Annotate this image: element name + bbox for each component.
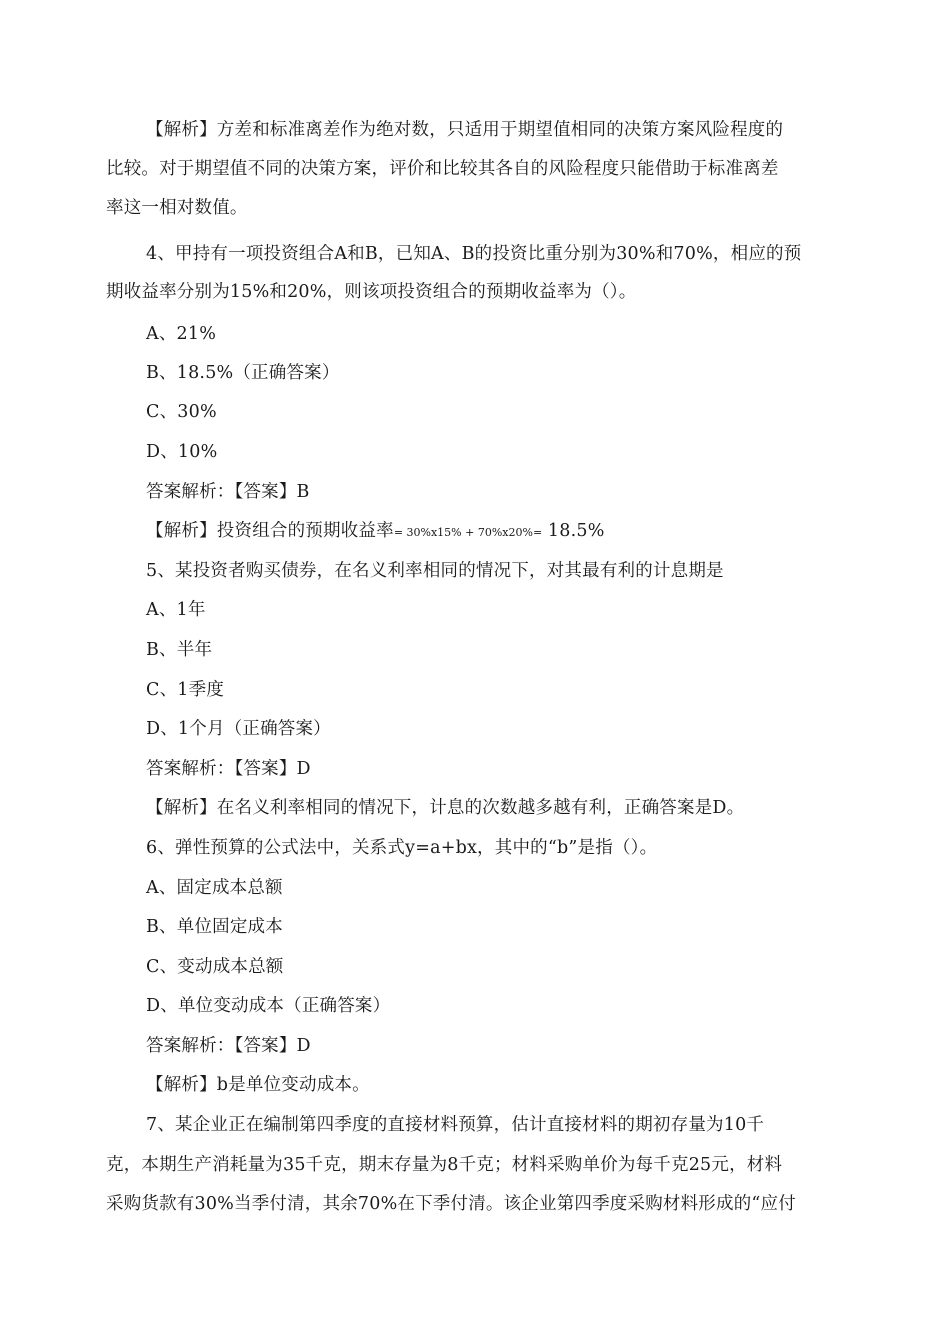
question-4-line-2: 期收益率分别为15%和20%，则该项投资组合的预期收益率为（）。 [106, 282, 637, 302]
option-b: B、单位固定成本 [146, 917, 283, 937]
option-c: C、30% [146, 402, 217, 422]
question-5: 5、某投资者购买债券，在名义利率相同的情况下，对其最有利的计息期是 [146, 561, 724, 581]
option-c: C、变动成本总额 [146, 957, 284, 977]
option-d: D、1个月（正确答案） [146, 719, 331, 739]
question-6: 6、弹性预算的公式法中，关系式y=a+bx，其中的“b”是指（）。 [146, 838, 658, 858]
question-7-line-1: 7、某企业正在编制第四季度的直接材料预算，估计直接材料的期初存量为10千 [146, 1115, 765, 1135]
answer-line: 答案解析：【答案】D [146, 759, 311, 779]
answer-line: 答案解析：【答案】D [146, 1036, 311, 1056]
option-b: B、18.5%（正确答案） [146, 363, 340, 383]
analysis-line [146, 519, 605, 545]
option-a: A、21% [146, 324, 217, 344]
option-d: D、10% [146, 442, 218, 462]
question-4-line-1: 4、甲持有一项投资组合A和B，已知A、B的投资比重分别为30%和70%，相应的预 [146, 244, 802, 264]
option-b: B、半年 [146, 640, 213, 660]
analysis-text: 【解析】投资组合的预期收益率 [146, 521, 394, 541]
option-c: C、1季度 [146, 680, 225, 700]
formula-result: 18.5% [542, 521, 605, 541]
analysis-paragraph-line-3: 率这一相对数值。 [106, 198, 248, 218]
answer-line: 答案解析：【答案】B [146, 482, 310, 502]
formula-small: = 30%x15% + 70%x20%= [393, 526, 543, 539]
option-a: A、1年 [146, 600, 206, 620]
option-d: D、单位变动成本（正确答案） [146, 996, 391, 1016]
analysis-paragraph-line-2: 比较。对于期望值不同的决策方案，评价和比较其各自的风险程度只能借助于标准离差 [106, 159, 779, 179]
analysis-line: 【解析】b是单位变动成本。 [146, 1075, 370, 1095]
option-a: A、固定成本总额 [146, 878, 283, 898]
analysis-line: 【解析】在名义利率相同的情况下，计息的次数越多越有利，正确答案是D。 [146, 798, 745, 818]
analysis-paragraph-line-1: 【解析】方差和标准离差作为绝对数，只适用于期望值相同的决策方案风险程度的 [146, 120, 784, 140]
question-7-line-3: 采购货款有30%当季付清，其余70%在下季付清。该企业第四季度采购材料形成的“应付 [106, 1194, 796, 1214]
question-7-line-2: 克，本期生产消耗量为35千克，期末存量为8千克；材料采购单价为每千克25元，材料 [106, 1155, 783, 1175]
